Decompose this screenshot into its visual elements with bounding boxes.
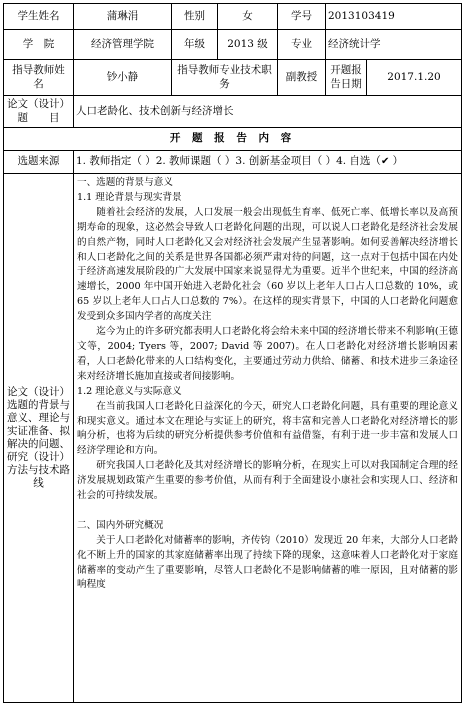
major-value: 经济统计学 xyxy=(326,30,462,60)
student-id-label: 学号 xyxy=(278,4,326,30)
student-name-value: 蒲琳涓 xyxy=(74,4,172,30)
row-thesis-title xyxy=(4,96,462,128)
paragraph-5: 关于人口老龄化对储蓄率的影响，齐传钧（2010）发现近 20 年来，大部分人口老龄化不断上升的国家的其家庭储蓄率出现了持续下降的现象，这意味着人口老龄化对于家庭储蓄率的变动产生了重要影响，尽管人口老龄化不是影响储蓄的唯一原因，且对储蓄的影响程度 xyxy=(77,534,458,591)
row-student-info xyxy=(4,4,462,30)
student-name-label: 学生姓名 xyxy=(4,4,74,30)
row-section-header xyxy=(4,128,462,151)
heading-background: 一、选题的背景与意义 xyxy=(77,177,173,188)
paragraph-4: 研究我国人口老龄化及其对经济增长的影响分析，在现实上可以对我国制定合理的经济发展规划政策产生重要的参考价值，从而有利于全面建设小康社会和实现人口、经济和社会的可持续发展。 xyxy=(77,460,458,502)
student-id-value: 2013103419 xyxy=(326,4,462,30)
content-label: 论文（设计）选题的背景与意义、理论与实证准备、拟解决的问题、研究（设计）方法与技术路线 xyxy=(4,174,74,703)
row-advisor-info xyxy=(4,60,462,96)
paragraph-2: 迄今为止的许多研究都表明人口老龄化将会给未来中国的经济增长带来不利影响(王德文等，2004; Tyers 等，2007; David 等 2007)。在人口老龄化对经济增长影响因素看，人口老龄化带来的人口结构变化，主要通过劳动力供给、储蓄、和技术进步三条途径来对经济增长施加直接或者间接影响。 xyxy=(77,326,458,382)
college-value: 经济管理学院 xyxy=(74,30,172,60)
grade-label: 年级 xyxy=(172,30,218,60)
grade-value: 2013 级 xyxy=(218,30,278,60)
content-body xyxy=(74,174,462,703)
topic-source-text: 1. 教师指定（ ）2. 教师课题（ ）3. 创新基金项目（ ）4. 自选（ xyxy=(76,155,381,168)
advisor-label: 指导教师姓 名 xyxy=(4,60,74,96)
report-date-label: 开题报告日期 xyxy=(326,60,367,96)
advisor-value: 钞小静 xyxy=(74,60,172,96)
thesis-title-value: 人口老龄化、技术创新与经济增长 xyxy=(74,96,462,128)
row-college-info xyxy=(4,30,462,60)
major-label: 专业 xyxy=(278,30,326,60)
paragraph-1: 随着社会经济的发展，人口发展一般会出现低生育率、低死亡率、低增长率以及高预期寿命的现象，这必然会导致人口老龄化问题的出现，可以说人口老龄化是经济社会发展的自然产物，同时人口老龄化又会对经济社会发展产生显著影响。如何妥善解决经济增长和人口老龄化之间的关系是世界各国都必须严肃对待的问题，这一点对于包括中国在内处于经济高速发展阶段的广大发展中国家来说显得尤为重要。近半个世纪来，中国的经济高速增长，2000 年中国开始进入老龄化社会（60 岁以上老年人口占人口总数的 10%，或 65 岁以上老年人口占人口总数的 7%）。在这样的现实背景下，中国的人口老龄化问题愈发受到众多国内学者的高度关注 xyxy=(77,206,458,323)
heading-significance: 1.2 理论意义与实际意义 xyxy=(77,385,182,397)
thesis-title-label: 论文（设计）题 目 xyxy=(4,96,74,128)
topic-source-options xyxy=(74,151,462,174)
heading-theory-background: 1.1 理论背景与现实背景 xyxy=(77,191,182,203)
proposal-form-table xyxy=(3,3,462,703)
topic-source-label: 选题来源 xyxy=(4,151,74,174)
heading-research-overview: 二、国内外研究概况 xyxy=(77,519,164,531)
spacer xyxy=(77,504,458,519)
topic-source-close: ） xyxy=(389,155,404,168)
section-header: 开 题 报 告 内 容 xyxy=(4,128,462,151)
checkmark-icon: ✔ xyxy=(380,156,390,168)
paragraph-3: 在当前我国人口老龄化日益深化的今天，研究人口老龄化问题，具有重要的理论意义和现实意义。通过本文在理论与实证上的研究，将丰富和完善人口老龄化对经济增长的影响分析，也将为后续的研究分析提供参考价值和有益借鉴，有利于进一步丰富和发展人口经济学理论和方向。 xyxy=(77,400,458,457)
report-date-value: 2017.1.20 xyxy=(367,60,462,96)
gender-label: 性别 xyxy=(172,4,218,30)
advisor-title-value: 副教授 xyxy=(278,60,326,96)
row-content xyxy=(4,174,462,703)
college-label: 学 院 xyxy=(4,30,74,60)
advisor-title-label: 指导教师专业技术职务 xyxy=(172,60,278,96)
row-topic-source xyxy=(4,151,462,174)
gender-value: 女 xyxy=(218,4,278,30)
